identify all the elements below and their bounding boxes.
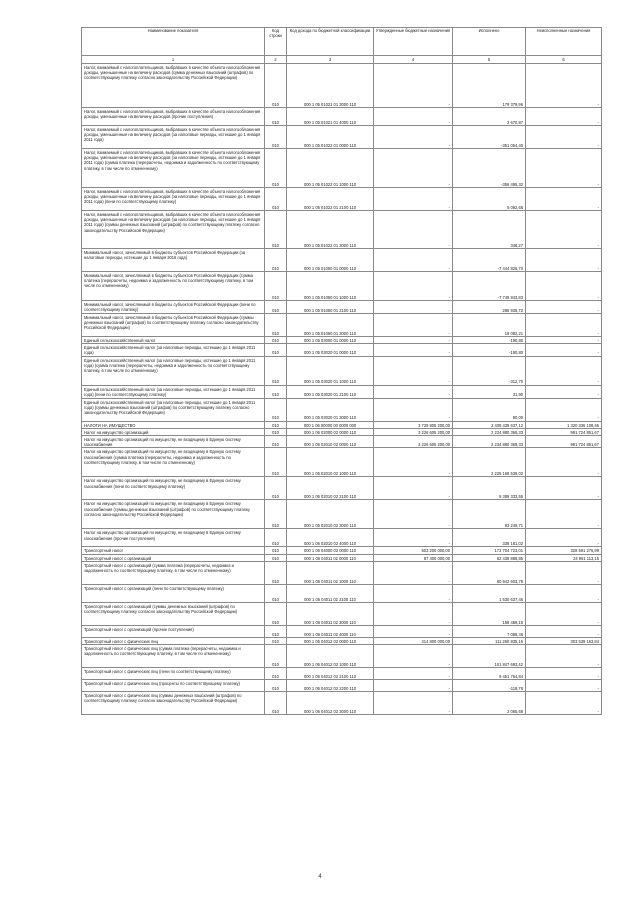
cell-executed: -7 444 826,70 xyxy=(453,249,526,272)
column-number: 2 xyxy=(265,56,287,64)
cell-executed: 111 260 835,16 xyxy=(453,637,526,644)
cell-executed: 9 389 333,55 xyxy=(453,477,526,500)
cell-executed: -190,80 xyxy=(453,344,526,356)
table-row xyxy=(82,356,602,385)
cell-executed: -312,70 xyxy=(453,356,526,385)
cell-code: 010 xyxy=(265,448,287,477)
cell-code: 010 xyxy=(265,500,287,529)
cell-code: 010 xyxy=(265,272,287,301)
table-row xyxy=(82,477,602,500)
cell-remaining: - xyxy=(526,249,602,272)
cell-executed: -356 495,32 xyxy=(453,149,526,188)
cell-approved: - xyxy=(374,645,453,668)
cell-approved: - xyxy=(374,356,453,385)
table-row xyxy=(82,314,602,337)
cell-remaining: - xyxy=(526,561,602,584)
cell-executed: -190,80 xyxy=(453,337,526,344)
cell-code: 010 xyxy=(265,602,287,625)
cell-code: 010 xyxy=(265,477,287,500)
cell-name: Транспортный налог с организаций (сумма платежа (перерасчеты, недоимка и задолженность по соответствующему платежу, в том числе по отмененному) xyxy=(82,561,265,584)
cell-approved: - xyxy=(374,561,453,584)
header-approved: Утвержденные бюджетные назначения xyxy=(374,28,453,56)
table-row xyxy=(82,337,602,344)
cell-kbk: 000 1 05 01050 01 2100 110 xyxy=(287,301,374,314)
cell-kbk: 000 1 05 01021 01 3000 110 xyxy=(287,64,374,108)
table-row xyxy=(82,561,602,584)
cell-kbk: 000 1 06 04012 02 1000 110 xyxy=(287,645,374,668)
table-row xyxy=(82,188,602,211)
cell-approved: - xyxy=(374,126,453,149)
cell-kbk: 000 1 05 03020 01 3000 110 xyxy=(287,398,374,421)
cell-code: 010 xyxy=(265,64,287,108)
cell-executed: 90,00 xyxy=(453,398,526,421)
cell-executed: -118,78 xyxy=(453,680,526,692)
table-row xyxy=(82,301,602,314)
table-row xyxy=(82,554,602,561)
column-number: 1 xyxy=(82,56,265,64)
cell-kbk: 000 1 06 04012 02 2200 110 xyxy=(287,680,374,692)
header-remaining: Неисполненные назначения xyxy=(526,28,602,56)
cell-code: 010 xyxy=(265,344,287,356)
cell-remaining: - xyxy=(526,108,602,126)
cell-approved: - xyxy=(374,314,453,337)
cell-name: Налог, взимаемый с налогоплательщиков, выбравших в качестве объекта налогообложения доходы, уменьшенные на величину расходов (за налоговые периоды, истекшие до 1 января 2011 года) (пени по соответствующему платежу) xyxy=(82,188,265,211)
cell-name: Налог, взимаемый с налогоплательщиков, выбравших в качестве объекта налогообложения доходы, уменьшенные на величину расходов (прочие поступления) xyxy=(82,108,265,126)
header-line-code: Код строки xyxy=(265,28,287,56)
cell-approved: - xyxy=(374,448,453,477)
cell-kbk: 000 1 06 00000 00 0000 000 xyxy=(287,421,374,428)
cell-approved: - xyxy=(374,188,453,211)
cell-approved: - xyxy=(374,301,453,314)
cell-remaining: - xyxy=(526,625,602,637)
cell-code: 010 xyxy=(265,356,287,385)
cell-executed: 338 181,02 xyxy=(453,529,526,547)
table-row xyxy=(82,692,602,715)
cell-executed: 348,27 xyxy=(453,211,526,249)
table-row xyxy=(82,398,602,421)
cell-remaining: - xyxy=(526,529,602,547)
cell-remaining: - xyxy=(526,668,602,680)
cell-name: Транспортный налог с физических лиц (сумма платежа (перерасчеты, недоимка и задолженность по соответствующему платежу, в том числе по отмененному) xyxy=(82,645,265,668)
cell-kbk: 000 1 06 02010 02 4000 110 xyxy=(287,529,374,547)
cell-code: 010 xyxy=(265,637,287,644)
cell-name: НАЛОГИ НА ИМУЩЕСТВО xyxy=(82,421,265,428)
cell-name: Налог, взимаемый с налогоплательщиков, выбравших в качестве объекта налогообложения доходы, уменьшенные на величину расходов (за налоговые периоды, истекшие до 1 января 2011 года) (суммы денежных взысканий (штрафов) по соответствующему платежу согласно законодательству Российской Федерации) xyxy=(82,211,265,249)
header-executed: Исполнено xyxy=(453,28,526,56)
table-row xyxy=(82,645,602,668)
cell-code: 010 xyxy=(265,385,287,398)
table-row xyxy=(82,344,602,356)
cell-remaining: - xyxy=(526,64,602,108)
cell-executed: 2 224 880 365,33 xyxy=(453,428,526,435)
budget-execution-table xyxy=(81,27,602,715)
cell-name: Налог на имущество организаций по имуществу, не входящему в Единую систему газоснабжения (сумма платежа (перерасчеты, недоимка и задолженность по соответствующему платежу, в том числе по отмененному) xyxy=(82,448,265,477)
cell-name: Налог на имущество организаций по имуществу, не входящему в Единую систему газоснабжения (суммы денежных взысканий (штрафов) по соответствующему платежу согласно законодательству Российской Федерации) xyxy=(82,500,265,529)
cell-executed: 285 935,72 xyxy=(453,301,526,314)
cell-remaining: - xyxy=(526,149,602,188)
cell-kbk: 000 1 06 04011 02 2100 110 xyxy=(287,584,374,602)
table-row xyxy=(82,436,602,448)
cell-executed: 158 459,15 xyxy=(453,602,526,625)
cell-code: 010 xyxy=(265,188,287,211)
cell-remaining: 303 539 163,84 xyxy=(526,637,602,644)
cell-remaining: - xyxy=(526,645,602,668)
cell-kbk: 000 1 06 02010 02 3000 110 xyxy=(287,500,374,529)
cell-kbk: 000 1 05 03020 01 2100 110 xyxy=(287,385,374,398)
cell-code: 010 xyxy=(265,584,287,602)
table-row xyxy=(82,668,602,680)
table-row xyxy=(82,108,602,126)
cell-code: 010 xyxy=(265,108,287,126)
table-row xyxy=(82,64,602,108)
cell-name: Минимальный налог, зачисляемый в бюджеты субъектов Российской Федерации (за налоговые периоды, истекшие до 1 января 2016 года) xyxy=(82,249,265,272)
table-row xyxy=(82,249,602,272)
header-name: Наименование показателя xyxy=(82,28,265,56)
cell-approved: - xyxy=(374,529,453,547)
cell-approved: - xyxy=(374,337,453,344)
cell-executed: 5 092,65 xyxy=(453,188,526,211)
cell-code: 010 xyxy=(265,436,287,448)
cell-remaining: - xyxy=(526,448,602,477)
cell-executed: 31,90 xyxy=(453,385,526,398)
cell-executed: -7 749 843,83 xyxy=(453,272,526,301)
table-row xyxy=(82,211,602,249)
column-number: 6 xyxy=(526,56,602,64)
cell-code: 010 xyxy=(265,149,287,188)
cell-kbk: 000 1 05 03000 01 0000 110 xyxy=(287,337,374,344)
cell-remaining: - xyxy=(526,272,602,301)
page-number: 4 xyxy=(318,874,322,880)
cell-executed: 2 065,68 xyxy=(453,692,526,715)
cell-approved: - xyxy=(374,477,453,500)
cell-name: Минимальный налог, зачисляемый в бюджеты субъектов Российской Федерации (пени по соответствующему платежу) xyxy=(82,301,265,314)
cell-remaining: 24 961 113,15 xyxy=(526,554,602,561)
cell-approved: 87 400 000,00 xyxy=(374,554,453,561)
cell-remaining: 991 724 851,67 xyxy=(526,436,602,448)
cell-remaining: - xyxy=(526,211,602,249)
cell-code: 010 xyxy=(265,625,287,637)
cell-kbk: 000 1 05 01050 01 1000 110 xyxy=(287,272,374,301)
cell-approved: 503 200 000,00 xyxy=(374,547,453,554)
cell-remaining: - xyxy=(526,398,602,421)
cell-approved: - xyxy=(374,108,453,126)
table-row xyxy=(82,428,602,435)
cell-code: 010 xyxy=(265,398,287,421)
cell-code: 010 xyxy=(265,211,287,249)
cell-kbk: 000 1 06 02010 02 1000 110 xyxy=(287,448,374,477)
table-row xyxy=(82,680,602,692)
table-row xyxy=(82,385,602,398)
cell-approved: - xyxy=(374,584,453,602)
cell-kbk: 000 1 05 03020 01 0000 110 xyxy=(287,344,374,356)
cell-kbk: 000 1 06 02010 02 2100 110 xyxy=(287,477,374,500)
cell-code: 010 xyxy=(265,529,287,547)
cell-approved: 3 226 605 200,00 xyxy=(374,428,453,435)
cell-approved: - xyxy=(374,344,453,356)
cell-remaining: - xyxy=(526,500,602,529)
cell-remaining: - xyxy=(526,692,602,715)
cell-code: 010 xyxy=(265,668,287,680)
table-row xyxy=(82,272,602,301)
cell-name: Налог на имущество организаций xyxy=(82,428,265,435)
cell-name: Единый сельскохозяйственный налог (за налоговые периоды, истекшие до 1 января 2011 года) xyxy=(82,344,265,356)
cell-executed: 9 451 764,84 xyxy=(453,668,526,680)
cell-remaining: - xyxy=(526,126,602,149)
column-number: 4 xyxy=(374,56,453,64)
report-sheet xyxy=(81,27,601,715)
cell-code: 010 xyxy=(265,561,287,584)
cell-kbk: 000 1 05 01021 01 4000 110 xyxy=(287,108,374,126)
cell-remaining: 991 724 851,67 xyxy=(526,428,602,435)
cell-code: 010 xyxy=(265,680,287,692)
cell-code: 010 xyxy=(265,249,287,272)
cell-remaining: 328 591 276,99 xyxy=(526,547,602,554)
cell-executed: 2 234 880 369,33 xyxy=(453,436,526,448)
cell-name: Единый сельскохозяйственный налог (за налоговые периоды, истекшие до 1 января 2011 года) (пени по соответствующему платежу) xyxy=(82,385,265,398)
cell-kbk: 000 1 05 01050 01 3000 110 xyxy=(287,314,374,337)
cell-kbk: 000 1 05 01022 01 3000 110 xyxy=(287,211,374,249)
cell-name: Транспортный налог с организаций (суммы денежных взысканий (штрафов) по соответствующему платежу согласно законодательству Российской Федерации) xyxy=(82,602,265,625)
table-row xyxy=(82,637,602,644)
table-row xyxy=(82,625,602,637)
header-income-code: Код дохода по бюджетной классификации xyxy=(287,28,374,56)
cell-code: 010 xyxy=(265,301,287,314)
table-row xyxy=(82,584,602,602)
cell-name: Минимальный налог, зачисляемый в бюджеты субъектов Российской Федерации (сумма платежа (перерасчеты, недоимка и задолженность по соответствующему платежу, в том числе по отмененному) xyxy=(82,272,265,301)
cell-executed: 179 379,96 xyxy=(453,64,526,108)
cell-executed: 173 704 723,01 xyxy=(453,547,526,554)
cell-approved: - xyxy=(374,385,453,398)
cell-remaining: - xyxy=(526,344,602,356)
column-number: 5 xyxy=(453,56,526,64)
cell-code: 010 xyxy=(265,554,287,561)
cell-remaining: - xyxy=(526,680,602,692)
cell-approved: - xyxy=(374,692,453,715)
cell-kbk: 000 1 05 01022 01 0000 110 xyxy=(287,126,374,149)
cell-remaining: - xyxy=(526,584,602,602)
cell-approved: - xyxy=(374,398,453,421)
cell-name: Транспортный налог с физических лиц (суммы денежных взысканий (штрафов) по соответствующему платежу согласно законодательству Российской Федерации) xyxy=(82,692,265,715)
cell-executed: 60 942 603,78 xyxy=(453,561,526,584)
cell-remaining: - xyxy=(526,385,602,398)
cell-kbk: 000 1 05 01022 01 2100 110 xyxy=(287,188,374,211)
cell-name: Минимальный налог, зачисляемый в бюджеты субъектов Российской Федерации (суммы денежных взысканий (штрафов) по соответствующему платежу согласно законодательству Российской Федерации) xyxy=(82,314,265,337)
cell-code: 010 xyxy=(265,547,287,554)
cell-remaining: - xyxy=(526,356,602,385)
cell-name: Налог, взимаемый с налогоплательщиков, выбравших в качестве объекта налогообложения доходы, уменьшенные на величину расходов (за налоговые периоды, истекшие до 1 января 2011 года) (сумма платежа (перерасчеты, недоимка и задолженность по соответствующему платежу, в том числе по отмененному) xyxy=(82,149,265,188)
cell-executed: 101 847 693,42 xyxy=(453,645,526,668)
table-header xyxy=(82,28,602,64)
cell-approved: 414 800 000,00 xyxy=(374,637,453,644)
cell-name: Единый сельскохозяйственный налог (за налоговые периоды, истекшие до 1 января 2011 года) (сумма платежа (перерасчеты, недоимка и задолженность по соответствующему платежу, в том числе по отмененному) xyxy=(82,356,265,385)
table-row xyxy=(82,149,602,188)
cell-approved: - xyxy=(374,602,453,625)
cell-executed: 2 225 168 539,02 xyxy=(453,448,526,477)
cell-approved: - xyxy=(374,668,453,680)
cell-name: Налог на имущество организаций по имуществу, не входящему в Единую систему газоснабжения xyxy=(82,436,265,448)
cell-remaining: - xyxy=(526,337,602,344)
cell-code: 010 xyxy=(265,421,287,428)
cell-code: 010 xyxy=(265,645,287,668)
cell-code: 010 xyxy=(265,314,287,337)
cell-name: Налог, взимаемый с налогоплательщиков, выбравших в качестве объекта налогообложения доходы, уменьшенные на величину расходов (за налоговые периоды, истекшие до 1 января 2011 года) xyxy=(82,126,265,149)
cell-executed: 62 438 888,85 xyxy=(453,554,526,561)
cell-approved: 3 226 605 200,00 xyxy=(374,436,453,448)
cell-executed: 2 408 439 637,12 xyxy=(453,421,526,428)
cell-kbk: 000 1 06 02010 02 0000 110 xyxy=(287,436,374,448)
cell-kbk: 000 1 06 04012 02 3000 110 xyxy=(287,692,374,715)
cell-kbk: 000 1 05 01022 01 1000 110 xyxy=(287,149,374,188)
cell-executed: 2 670,87 xyxy=(453,108,526,126)
cell-remaining: 1 320 336 108,66 xyxy=(526,421,602,428)
table-row xyxy=(82,529,602,547)
cell-code: 010 xyxy=(265,337,287,344)
cell-kbk: 000 1 06 04012 02 2100 110 xyxy=(287,668,374,680)
cell-name: Транспортный налог с физических лиц (пени по соответствующему платежу) xyxy=(82,668,265,680)
cell-approved: - xyxy=(374,680,453,692)
table-row xyxy=(82,500,602,529)
cell-code: 010 xyxy=(265,428,287,435)
cell-approved: - xyxy=(374,272,453,301)
cell-approved: 3 729 805 200,00 xyxy=(374,421,453,428)
cell-kbk: 000 1 06 04000 02 0000 110 xyxy=(287,547,374,554)
cell-name: Единый сельскохозяйственный налог xyxy=(82,337,265,344)
cell-approved: - xyxy=(374,249,453,272)
cell-remaining: - xyxy=(526,602,602,625)
cell-name: Налог на имущество организаций по имуществу, не входящему в Единую систему газоснабжения (прочие поступления) xyxy=(82,529,265,547)
cell-approved: - xyxy=(374,64,453,108)
cell-name: Транспортный налог с организаций xyxy=(82,554,265,561)
cell-kbk: 000 1 06 04011 02 4000 110 xyxy=(287,625,374,637)
cell-name: Единый сельскохозяйственный налог (за налоговые периоды, истекшие до 1 января 2011 года) (суммы денежных взысканий (штрафов) по соответствующему платежу согласно законодательству Российской Федерации) xyxy=(82,398,265,421)
cell-kbk: 000 1 06 04011 02 3000 110 xyxy=(287,602,374,625)
cell-name: Налог, взимаемый с налогоплательщиков, выбравших в качестве объекта налогообложения доходы, уменьшенные на величину расходов (сумма денежных взысканий (штрафов) по соответствующему платежу согласно законодательству Российской Федерации) xyxy=(82,64,265,108)
cell-name: Налог на имущество организаций по имуществу, не входящему в Единую систему газоснабжения (пени по соответствующему платежу) xyxy=(82,477,265,500)
cell-code: 010 xyxy=(265,692,287,715)
cell-executed: 93 249,71 xyxy=(453,500,526,529)
table-row xyxy=(82,421,602,428)
cell-approved: - xyxy=(374,500,453,529)
cell-kbk: 000 1 05 03020 01 1000 110 xyxy=(287,356,374,385)
cell-name: Транспортный налог с организаций (пени по соответствующему платежу) xyxy=(82,584,265,602)
cell-remaining: - xyxy=(526,301,602,314)
cell-name: Транспортный налог с физических лиц xyxy=(82,637,265,644)
cell-approved: - xyxy=(374,211,453,249)
table-row xyxy=(82,448,602,477)
cell-remaining: - xyxy=(526,188,602,211)
cell-code: 010 xyxy=(265,126,287,149)
cell-remaining: - xyxy=(526,477,602,500)
cell-name: Транспортный налог с физических лиц (проценты по соответствующему платежу) xyxy=(82,680,265,692)
table-row xyxy=(82,126,602,149)
cell-name: Транспортный налог с организаций (прочие поступления) xyxy=(82,625,265,637)
cell-remaining: - xyxy=(526,314,602,337)
cell-executed: 7 098,46 xyxy=(453,625,526,637)
cell-executed: 1 530 637,46 xyxy=(453,584,526,602)
table-row xyxy=(82,602,602,625)
cell-name: Транспортный налог xyxy=(82,547,265,554)
cell-executed: -351 054,40 xyxy=(453,126,526,149)
cell-kbk: 000 1 06 04011 02 0000 110 xyxy=(287,554,374,561)
column-numbers-row xyxy=(82,56,602,64)
column-number: 3 xyxy=(287,56,374,64)
table-body xyxy=(82,64,602,715)
cell-executed: 19 082,21 xyxy=(453,314,526,337)
cell-kbk: 000 1 06 04011 02 1000 110 xyxy=(287,561,374,584)
cell-approved: - xyxy=(374,149,453,188)
cell-approved: - xyxy=(374,625,453,637)
table-row xyxy=(82,547,602,554)
cell-kbk: 000 1 06 02000 02 0000 110 xyxy=(287,428,374,435)
cell-kbk: 000 1 06 04012 02 0000 110 xyxy=(287,637,374,644)
cell-kbk: 000 1 05 01050 01 0000 110 xyxy=(287,249,374,272)
